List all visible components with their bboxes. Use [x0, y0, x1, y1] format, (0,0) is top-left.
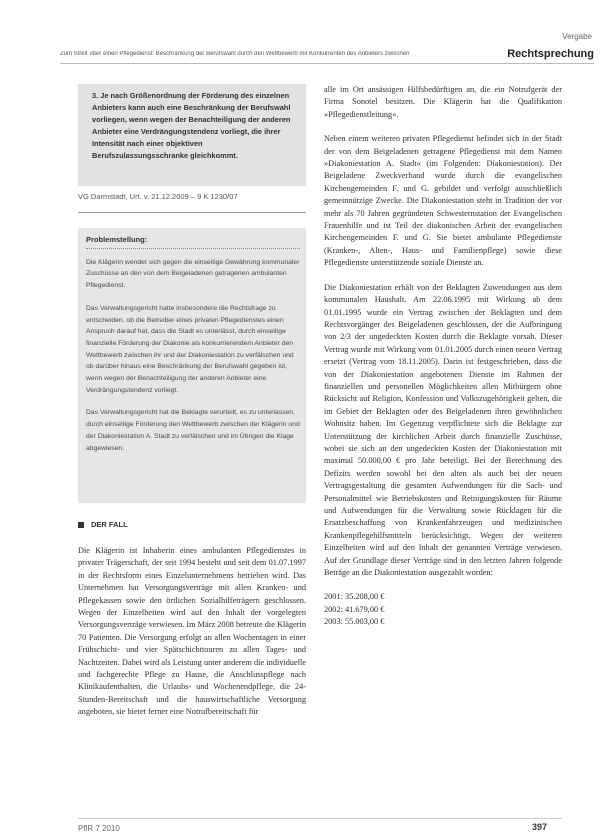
running-header: [60, 47, 594, 61]
amounts-list: [324, 591, 562, 628]
journal-issue: PflR 7 2010: [78, 824, 120, 833]
problem-paragraph: Das Verwaltungsgericht hatte insbesondere die Rechtsfrage zu entscheiden, ob die Betreiber eines privaten Pflegedienstes einen Anspruch darauf hat, dass die Stadt es unterlässt, durch einseitige finanzielle Förderung der Diakonie als konkurrierendem Anbieter den Wettbewerb zwischen ihr und der Diakoniestation zu verfälschen und ob darüber hinaus eine Beschränkung der Berufswahl gegeben ist, wenn wegen der Benachteiligung der anderen Anbieter eine Verdrängungstendenz vorliegt.: [86, 304, 294, 394]
body-paragraph: Neben einem weiteren privaten Pflegedienst befindet sich in der Stadt der von dem Beigeladenen getragene Pflegedienst mit dem Namen »Diakoniestation A. Stadt« (im Folgenden: Diakoniestation). Der Beigeladene Zweckverband wurde durch die evangelischen Kirchengemeinden F. und G. gebildet und verfolgt ausschließlich gemeinnützige Zwecke. Die Diakoniestation steht in Tradition der vor mehr als 70 Jahren gegründeten Schwesternstation der Evangelischen Frauenhilfe und ist Teil der diakonischen Arbeit der evangelischen Kirchengemeinden F. und G. Sie bietet ambulante Pflegedienste (Kranken-, Alten-, Haus- und Familienpflege) sowie diese Pflegedienste unterstützende soziale Dienste an.: [324, 134, 562, 268]
leitsatz-box: [78, 84, 306, 186]
body-paragraph: alle im Ort ansässigen Hilfsbedürftigen an, die ein Notrufgerät der Firma Sonotel besitzen. Die Klägerin hat die Qualifikation »Pflegedienstleitung«.: [324, 85, 562, 119]
problem-box: [78, 228, 306, 503]
leitsatz-text: 3. Je nach Größenordnung der Förderung des einzelnen Anbieters kann auch eine Beschränkung der Berufswahl vorliegen, wenn wegen der Benachteiligung der anderen Anbieter eine Verdrängungstendenz vorliegt, die ihrer Intensität nach einer objektiven Berufszulassungsschranke gleichkommt.: [92, 91, 291, 161]
section-title: Rechtsprechung: [507, 48, 594, 60]
square-bullet-icon: [78, 522, 84, 528]
case-heading-label: DER FALL: [91, 520, 128, 529]
body-paragraph: Die Diakoniestation erhält von der Beklagten Zuwendungen aus dem kommunalen Haushalt. Am 22.06.1995 mit Wirkung ab dem 01.01.1995 wurde ein Vertrag zwischen der Beklagten und dem Rechtsvorgänger des Beigeladenen geschlossen, der die Aufbringung von 2/3 der ungedeckten Kosten durch die Beklagte vorsah. Dieser Vertrag wurde mit Wirkung vom 01.01.2005 durch einen neuen Vertrag ersetzt (Vertrag vom 18.11.2005). Darin ist festgeschrieben, dass die von der Diakoniestation angebotenen Dienste im Rahmen der finanziellen und personellen Möglichkeiten allen Mitbürgern ohne Rücksicht auf Religion, Konfession und Volkszugehörigkeit gelten, die im Gebiet der Beklagten oder des Beigeladenen ihren gewöhnlichen Wohnsitz haben. Im Gegenzug verpflichtete sich die Beklagte zur Unterstützung der kirchlichen Arbeit durch finanzielle Zuschüsse, wobei sie sich an den ungedeckten Kosten der Diakoniestation mit maximal 50.000,00 € pro Jahr beteiligt. Bei der Berechnung des Defizits werden sowohl bei den alten als auch bei der neuen Vertragsgestaltung die gesamten Aufwendungen für die Sach- und Personalmittel wie Betriebskosten und Reinigungskosten für Räume und Aufwendungen für die Verwaltung sowie Rücklagen für die Ersatzbeschaffung von Krankenfahrzeugen und medizinischen Krankenpflegehilfsmitteln berücksichtigt. Wegen der weiteren Einzelheiten wird auf den Inhalt der genannten Verträge verwiesen. Auf der Grundlage dieser Verträge sind in den letzten Jahren folgende Beträge an die Diakoniestation ausgezahlt worden:: [324, 282, 562, 578]
left-column: [78, 545, 306, 719]
citation-rule: [78, 212, 306, 213]
header-section-label: Vergabe: [562, 32, 592, 41]
body-paragraph: Die Klägerin ist Inhaberin eines ambulanten Pflegedienstes in privater Trägerschaft, der seit 1994 besteht und seit dem 01.07.1997 in der Rechtsform eines Einzelunternehmens betrieben wird. Das Unternehmen hat Versorgungsverträge mit allen Kranken- und Pflegekassen sowie den örtlichen Sozialhilfeträgern geschlossen. Wegen der Einzelheiten wird auf den Inhalt der vorgelegten Versorgungsverträge verwiesen. Im März 2008 betreute die Klägerin 70 Patienten. Die Versorgung erfolgt an allen Wochentagen in einer Frühschicht- und vier Spätschichttouren zu allen Tages- und Nachtzeiten. Dabei wird als Leistung unter anderem die individuelle und fachgerechte Pflege zu Hause, die Anschlusspflege nach Klinikaufenthalten, die Urlaubs- und Wochenendpflege, die 24-Stunden-Bereitschaft und die hauswirtschaftliche Versorgung angeboten, sie bietet ferner eine Notrufbereitschaft für: [78, 546, 306, 717]
amount-line: 2001: 35.208,00 €: [324, 592, 385, 602]
problem-paragraph: Die Klägerin wendet sich gegen die einseitige Gewährung kommunaler Zuschüsse an den von dem Beigeladenen getragenen ambulanten Pflegedienst.: [86, 258, 300, 290]
problem-paragraph: Das Verwaltungsgericht hat die Beklagte verurteilt, es zu unterlassen, durch einseitige Förderung den Wettbewerb zwischen der Klägerin und der Diakoniestation A. Stadt zu verfälschen und im Übrigen die Klage abgewiesen.: [86, 409, 300, 452]
problem-heading: Problemstellung:: [86, 234, 300, 249]
footer-rule: [78, 818, 562, 819]
court-citation: VG Darmstadt, Urt. v. 21.12.2009 – 9 K 1230/07: [78, 192, 238, 201]
amount-line: 2002: 41.679,00 €: [324, 604, 385, 614]
case-heading: [78, 520, 306, 529]
running-title: Zum Streit über einen Pflegedienst: Beschränkung der Berufswahl durch den Wettbewerb mit Konkurrenten des Anbieters zwischen: [60, 51, 410, 57]
header-rule: [60, 63, 594, 64]
right-column: [324, 84, 562, 629]
amount-line: 2003: 55.003,00 €: [324, 617, 385, 627]
page-number: 397: [532, 822, 548, 832]
